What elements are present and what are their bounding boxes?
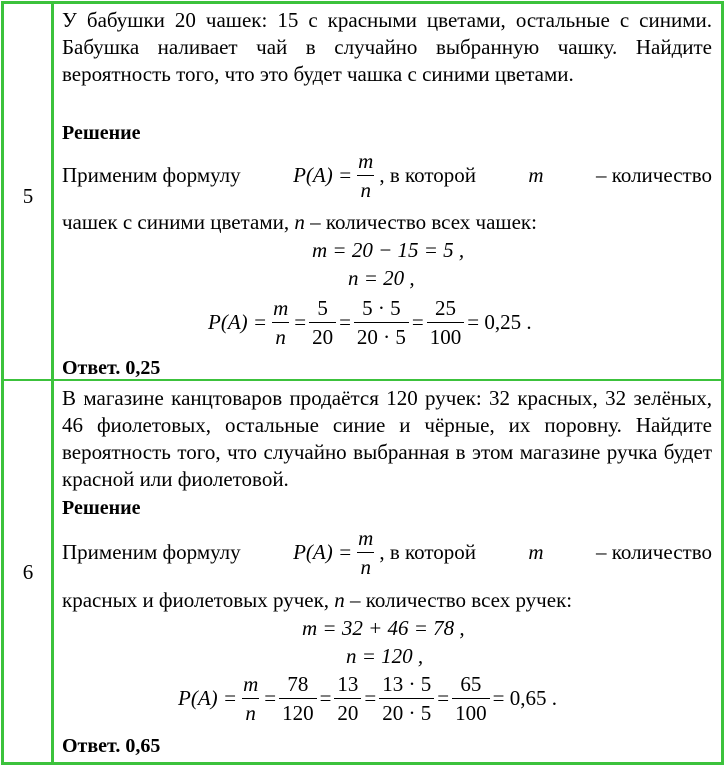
formula-fraction <box>355 526 376 579</box>
calc-m: m = 32 + 46 = 78 , <box>302 616 465 640</box>
fraction-5: $\frac{65}{100}$ <box>452 672 490 725</box>
formula-mid: , в которой <box>379 539 476 564</box>
final-lhs: P(A) = <box>178 686 238 710</box>
calc-n: n = 120 , <box>346 644 424 668</box>
solution-heading: Решение <box>62 122 141 144</box>
var-m-desc: – количество <box>595 162 712 187</box>
fraction-3: $\frac{13}{20}$ <box>334 672 361 725</box>
formula <box>293 149 476 202</box>
row-number: 6 <box>22 560 34 584</box>
formula-line <box>62 527 712 577</box>
formula-mid: , в которой <box>379 162 476 187</box>
column-divider <box>51 4 54 762</box>
formula <box>293 526 476 579</box>
line2-start: красных и фиолетовых ручек, <box>62 588 330 612</box>
problem-text: В магазине канцтоваров продаётся 120 ручек: 32 красных, 32 зелёных, 46 фиолетовых, остальные синие и чёрные, их поровну. Найдите вероятность того, что случайно выбранная в этом магазине ручка будет красной или фиолетовой. <box>62 386 712 491</box>
final-result: = 0,65 . <box>492 686 557 710</box>
answer: Ответ. 0,25 <box>62 357 161 379</box>
fraction-1: $\frac{m}{n}$ <box>243 672 259 725</box>
formula-lhs: P(A) = <box>293 539 353 564</box>
formula-num: m <box>358 148 374 173</box>
final-equation: P(A) = $\frac{m}{n}$ = $\frac{78}{120}$ = $\frac{13}{20}$ = $\frac{13 \cdot 5}{20 \cdot 5}$ = $\frac{65}{100}$ = 0,65 . <box>178 672 557 725</box>
formula-fraction <box>355 149 376 202</box>
answer: Ответ. 0,65 <box>62 735 161 757</box>
definitions-line <box>62 588 712 613</box>
fraction-2: $\frac{5}{20}$ <box>309 296 336 349</box>
row-number: 5 <box>22 184 34 208</box>
var-n: n <box>294 210 305 234</box>
formula-intro: Применим формулу <box>62 539 241 564</box>
var-m-desc: – количество <box>595 539 712 564</box>
fraction-4: $\frac{13 \cdot 5}{20 \cdot 5}$ <box>379 672 434 725</box>
calc-m: m = 20 − 15 = 5 , <box>312 238 465 262</box>
fraction-4: $\frac{25}{100}$ <box>427 296 465 349</box>
line2-end: – количество всех ручек: <box>350 588 573 612</box>
final-lhs: P(A) = <box>208 310 268 334</box>
fraction-1: $\frac{m}{n}$ <box>273 296 289 349</box>
var-n: n <box>334 588 345 612</box>
fraction-3: $\frac{5 \cdot 5}{20 \cdot 5}$ <box>354 296 409 349</box>
line2-end: – количество всех чашек: <box>310 210 537 234</box>
line2-start: чашек с синими цветами, <box>62 210 290 234</box>
problem-text: У бабушки 20 чашек: 15 с красными цветами, остальные с синими. Бабушка наливает чай в случайно выбранную чашку. Найдите вероятность того, что это будет чашка с синими цветами. <box>62 8 712 86</box>
formula-lhs: P(A) = <box>293 162 353 187</box>
fraction-2: $\frac{78}{120}$ <box>279 672 317 725</box>
formula-intro: Применим формулу <box>62 162 241 187</box>
formula-den: n <box>357 175 374 202</box>
final-equation: P(A) = $\frac{m}{n}$ = $\frac{5}{20}$ = $\frac{5 \cdot 5}{20 \cdot 5}$ = $\frac{25}{100}$ = 0,25 . <box>208 296 532 349</box>
formula-den: n <box>357 552 374 579</box>
solution-heading: Решение <box>62 497 141 519</box>
formula-num: m <box>358 525 374 550</box>
definitions-line <box>62 210 712 235</box>
var-m: m <box>528 162 544 187</box>
final-result: = 0,25 . <box>467 310 532 334</box>
formula-line <box>62 150 712 200</box>
calc-n: n = 20 , <box>348 266 415 290</box>
var-m: m <box>528 539 544 564</box>
